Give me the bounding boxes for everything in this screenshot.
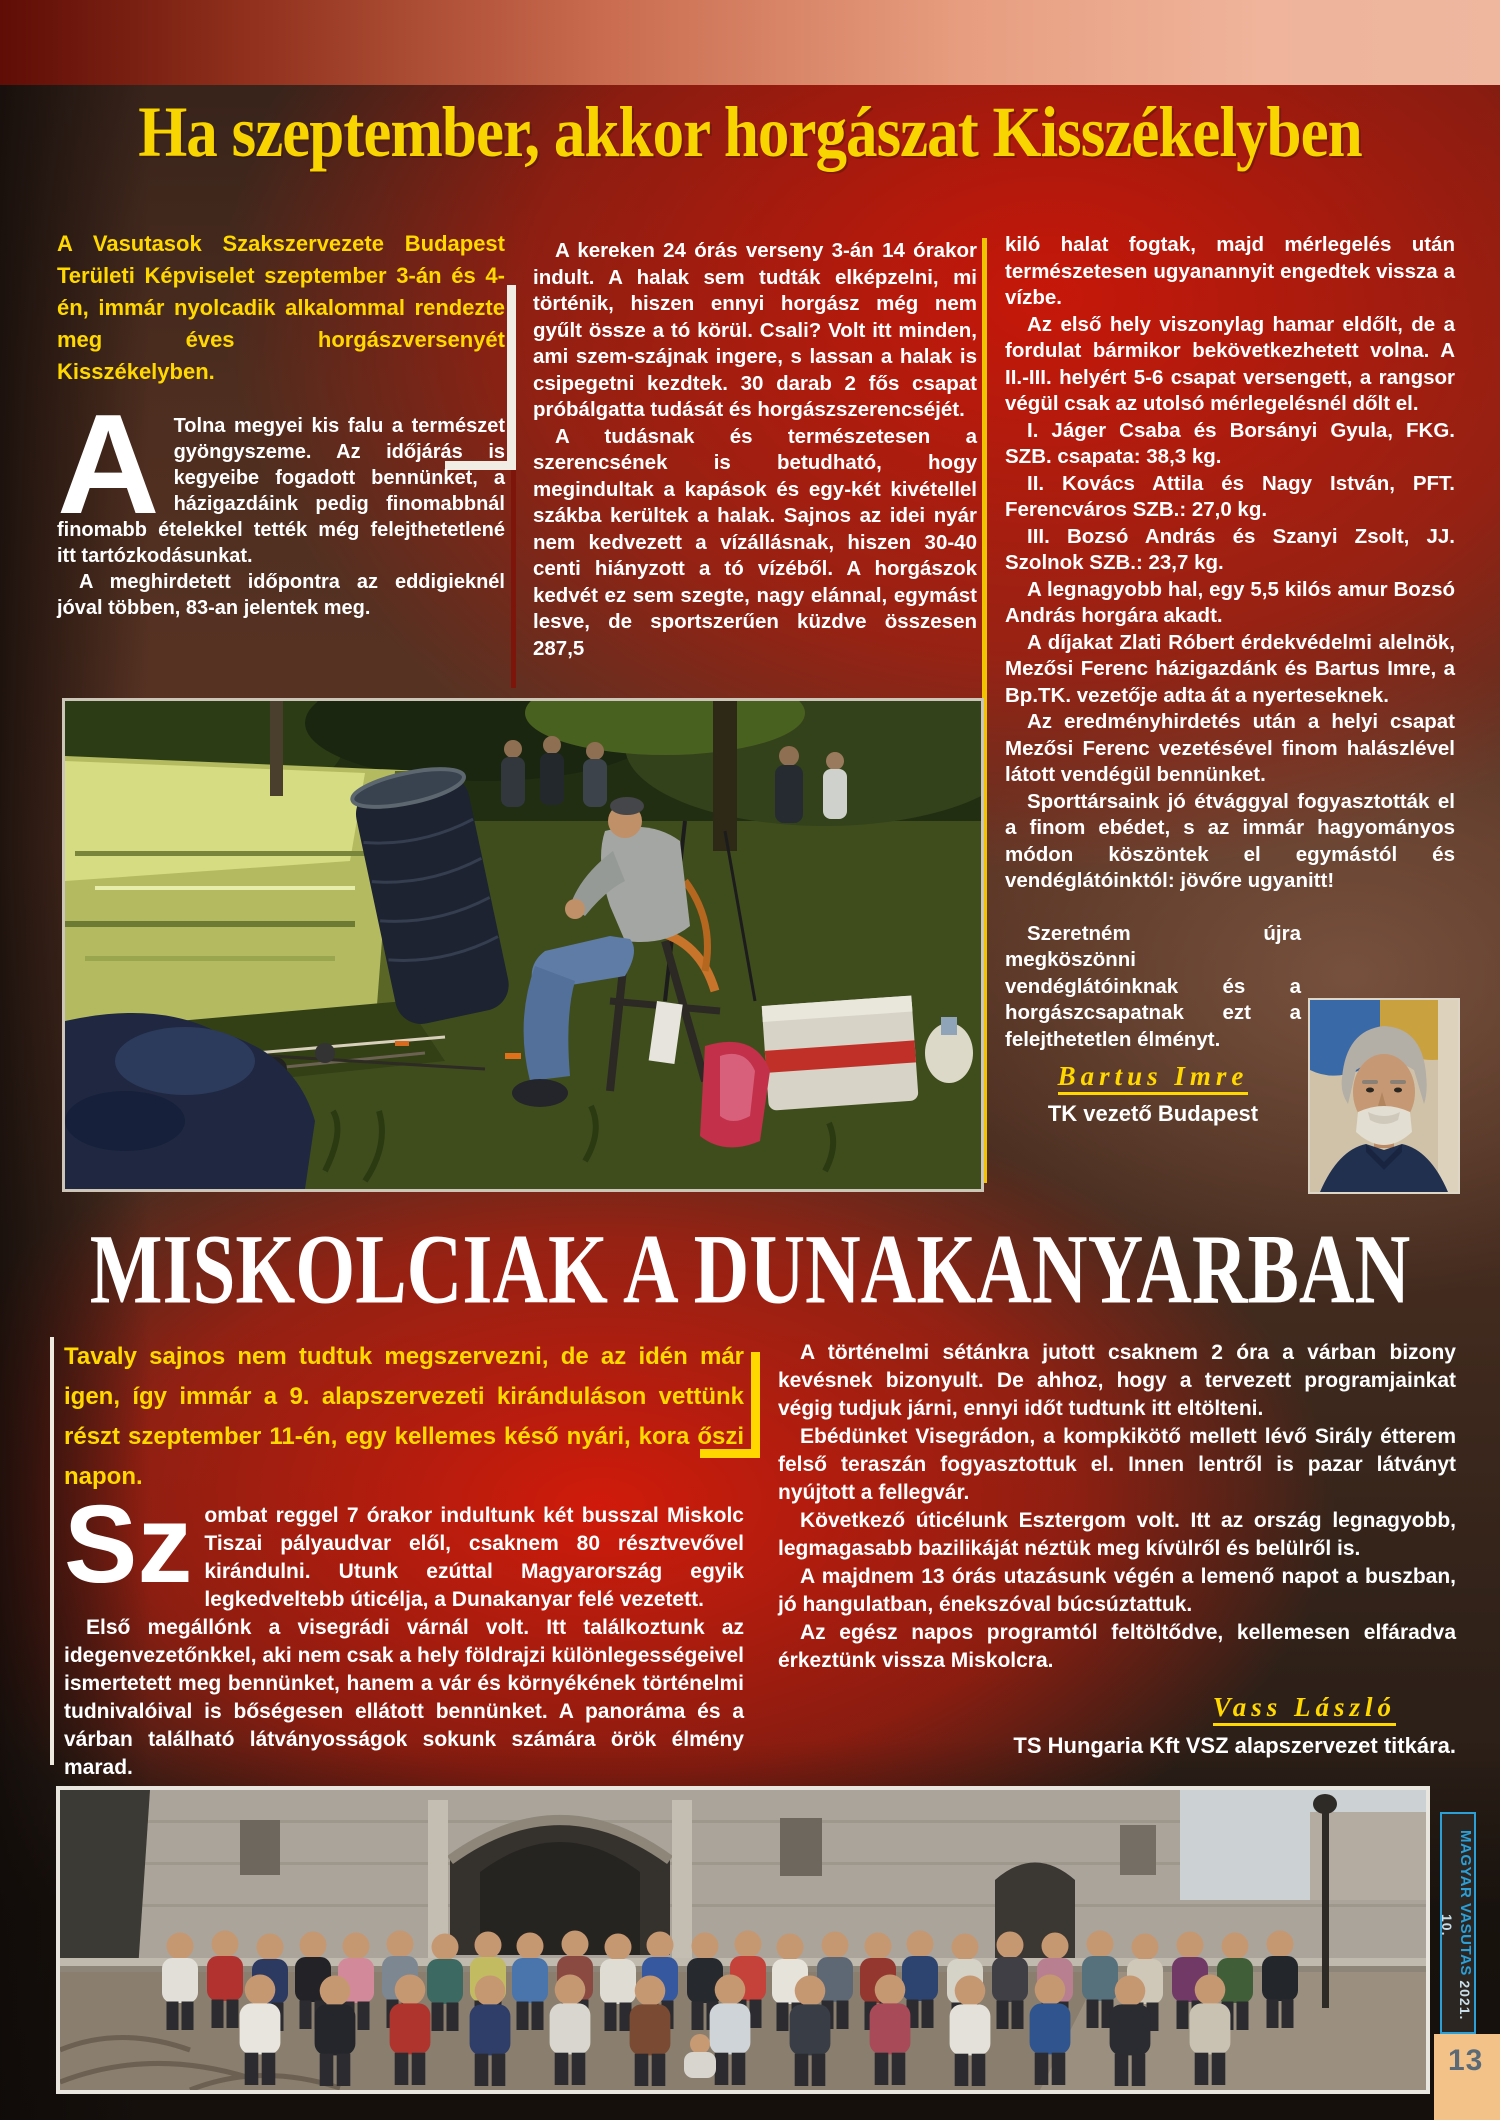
left-rule-white — [50, 1337, 54, 1765]
article1-col3-paragraph7: Szeretném újra megköszönni vendéglátóinknak és a horgászcsapatnak ezt a felejthetetlen élményt. — [1005, 921, 1301, 1051]
portrait-illustration — [1310, 1000, 1458, 1192]
article2-colR-paragraph1: A történelmi sétánkra jutott csaknem 2 óra a várban bizony kevésnek bizonyult. De ahhoz, hogy a tervezett programjainkat végig tudjuk járni, ennyi időt tudtunk itt eltölteni. — [778, 1341, 1456, 1420]
article1-col3-paragraph6: Sporttársaink jó étvággyal fogyasztották el a finom ebédet, s az immár hagyományos módon köszöntek el egymástól és vendéglátóinktól: jövőre ugyanitt! — [1005, 789, 1455, 892]
article2-colR-paragraph4: A majdnem 13 órás utazásunk végén a lemenő napot a buszban, jó hangulatban, énekszóval búcsúztattuk. — [778, 1565, 1456, 1616]
dropcap-a: A — [57, 385, 160, 544]
article1-col1-text: Tolna megyei kis falu a természet gyöngyszeme. Az időjárás is kegyeibe fogadott bennünket, a házigazdáink pedig finomabbnál finomabb ételekkel tették még felejthetetlené itt tartózkodásunkat. — [57, 415, 505, 567]
article1-col2-paragraph1: A kereken 24 órás verseny 3-án 14 órakor indult. A halak sem tudták elképzelni, mi történik, hiszen ennyi horgász még nem gyűlt össze a tó körül. Csali? Volt itt minden, ami szem-szájnak ingere, s lassan a halak is csipegetni kezdtek. 30 darab 2 fős csapat próbálgatta tudását és horgászszerencséjét. — [533, 239, 977, 421]
magazine-issue-vertical: 2021. 10. — [1439, 1913, 1473, 2021]
magazine-spine-box — [1440, 1812, 1476, 2034]
article1-closing-block — [1005, 921, 1301, 1128]
page-number-box — [1434, 2034, 1500, 2120]
article2-colR-paragraph5: Az egész napos programtól feltöltődve, kellemesen elfáradva érkeztünk vissza Miskolcra. — [778, 1621, 1456, 1672]
article2-right-column — [778, 1339, 1456, 1760]
result-item-1: I. Jáger Csaba és Borsányi Gyula, FKG. SZB. csapata: 38,3 kg. — [1005, 418, 1455, 468]
article1-col3-paragraph1: kiló halat fogtak, majd mérlegelés után természetesen ugyanannyit engedtek vissza a vízbe. — [1005, 233, 1455, 309]
article1-col1-paragraph2: A meghirdetett időpontra az eddigieknél jóval többen, 83-an jelentek meg. — [57, 571, 505, 619]
article1-col3-paragraph2: Az első hely viszonylag hamar eldőlt, de a fordulat bármikor bekövetkezhetett volna. A II.-III. helyért 5-6 csapat versengett, a rangsor végül csak az utolsó mérlegelésnél dőlt el. — [1005, 312, 1455, 415]
article1-column1-body — [57, 385, 505, 621]
article1-signature-wrap — [1005, 1063, 1301, 1095]
article2-signature-wrap — [778, 1693, 1456, 1726]
magazine-title-vertical: MAGYAR VASUTAS — [1457, 1829, 1474, 1976]
fishing-photo — [62, 698, 984, 1192]
article1-col3-paragraph3: A legnagyobb hal, egy 5,5 kilós amur Bozsó András horgára akadt. — [1005, 577, 1455, 627]
group-photo-illustration — [60, 1790, 1426, 2090]
article2-colL-paragraph2: Első megállónk a visegrádi várnál volt. Itt találkoztunk az idegenvezetőnkkel, aki nem csak a hely földrajzi különlegességeivel ismertetett meg bennünket, hanem a vár és környékének történelmi tudnivalóival is bőségesen ellátott bennünket. A panoráma és a várban található látványosságok sokunk számára örök élmény marad. — [64, 1616, 744, 1779]
article2-colR-paragraph3: Következő úticélunk Esztergom volt. Itt az ország legnagyobb, legmagasabb bazilikáját néztük meg kívülről és belülről is. — [778, 1509, 1456, 1560]
article1-signature: Bartus Imre — [1058, 1063, 1249, 1095]
article1-col3-paragraph5: Az eredményhirdetés után a helyi csapat Mezősi Ferenc vezetésével finom halászlével látott vendégül bennünket. — [1005, 710, 1455, 786]
article2-colR-paragraph2: Ebédünket Visegrádon, a kompkikötő mellett lévő Sirály étterem felső teraszán fogyasztottuk el. Innen lentről is pazar látványt nyújtott a fellegvár. — [778, 1425, 1456, 1504]
corner-bracket-yellow — [700, 1352, 760, 1458]
top-gradient-strip — [0, 0, 1500, 85]
article1-column3 — [1005, 232, 1455, 1127]
article1-headline: Ha szeptember, akkor horgászat Kisszékelyben — [138, 93, 1362, 173]
portrait-photo — [1308, 998, 1460, 1194]
article1-col3-paragraph4: A díjakat Zlati Róbert érdekvédelmi alelnök, Mezősi Ferenc házigazdánk és Bartus Imre, a Bp.TK. vezetője adta át a nyerteseknek. — [1005, 630, 1455, 707]
article1-intro: A Vasutasok Szakszervezete Budapest Területi Képviselet szeptember 3-án és 4-én, immár nyolcadik alkalommal rendezte meg éves horgászversenyét Kisszékelyben. — [57, 231, 505, 384]
page-number: 13 — [1448, 2044, 1484, 2077]
article1-column2 — [533, 238, 977, 662]
article2-headline: MISKOLCIAK A DUNAKANYARBAN — [89, 1213, 1411, 1325]
article2-signature: Vass László — [1213, 1693, 1396, 1726]
group-photo — [56, 1786, 1430, 2094]
article1-signature-title: TK vezető Budapest — [1047, 1100, 1259, 1126]
result-item-3: III. Bozsó András és Szanyi Zsolt, JJ. Szolnok SZB.: 23,7 kg. — [1005, 524, 1455, 574]
article2-colL-text: ombat reggel 7 órakor indultunk két busszal Miskolc Tiszai pályaudvar elől, csaknem 80 résztvevővel kirándulni. Utunk ezúttal Magyarország egyik legkedveltebb úticélja, a Dunakanyar felé vezetett. — [204, 1504, 744, 1611]
dropcap-sz: Sz — [64, 1483, 193, 1606]
column-divider-red — [511, 470, 516, 688]
article2-intro: Tavaly sajnos nem tudtuk megszervezni, de az idén már igen, így immár a 9. alapszervezeti kiránduláson vettünk részt szeptember 11-én, egy kellemes késő nyári, kora őszi napon. — [64, 1343, 744, 1490]
article2-left-column — [64, 1483, 744, 1782]
result-item-2: II. Kovács Attila és Nagy István, PFT. Ferencváros SZB.: 27,0 kg. — [1005, 471, 1455, 521]
article1-col1-paragraph1 — [57, 385, 505, 569]
article2-colL-paragraph1 — [64, 1483, 744, 1614]
article1-col2-paragraph2: A tudásnak és természetesen a szerencsének is betudható, hogy megindultak a kapások és egy-két kivétellel szákba kerültek a halak. Sajnos az idei nyár nem kedvezett a vízállásnak, hiszen 30-40 centi hiányzott a tó vízéből. A horgászok kedvét ez sem szegte, nagy elánnal, egymást lesve, de sportszerűen küzdve összesen 287,5 — [533, 424, 977, 660]
article2-signature-title: TS Hungaria Kft VSZ alapszervezet titkára. — [1013, 1733, 1456, 1758]
fishing-photo-illustration — [65, 701, 981, 1189]
